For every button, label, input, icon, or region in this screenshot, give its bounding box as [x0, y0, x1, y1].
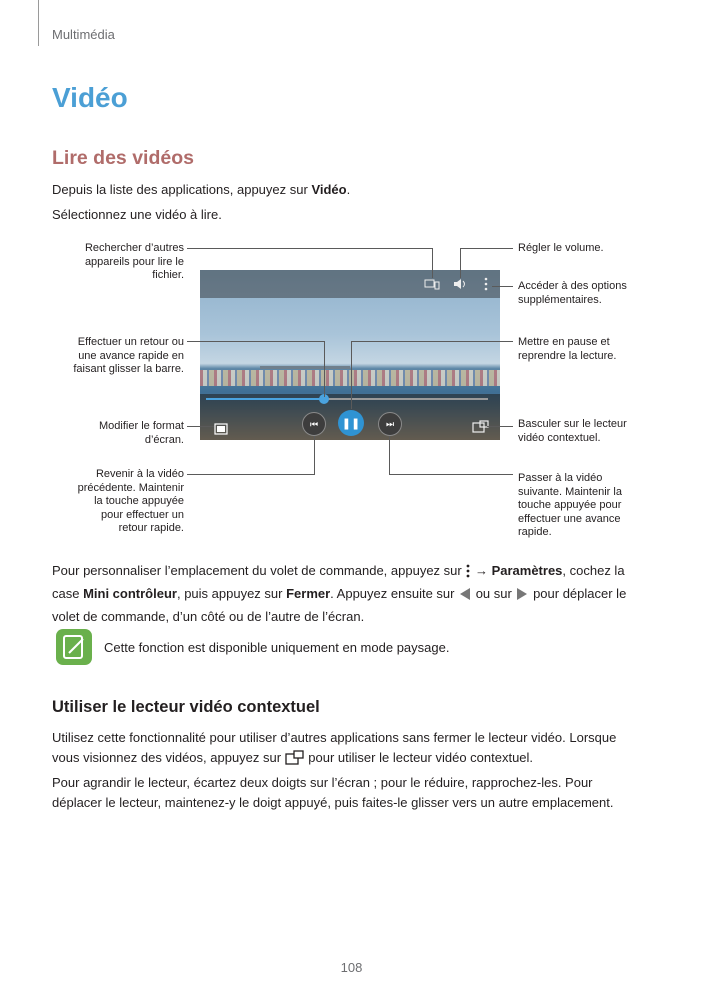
- leader-search-v: [432, 248, 433, 278]
- leader-pause-h: [351, 341, 513, 342]
- leader-pause-v: [351, 341, 352, 409]
- pause-icon: ❚❚: [341, 417, 361, 430]
- leader-volume-v: [460, 248, 461, 278]
- arrow-left-icon: [458, 587, 472, 607]
- leader-seek-v: [324, 341, 325, 397]
- beach-crowd: [200, 370, 500, 386]
- leader-seek-h: [187, 341, 324, 342]
- leader-prev-v: [314, 436, 315, 474]
- customize-paragraph: Pour personnaliser l’emplacement du volet de commande, appuyez sur → Paramètres, cochez la case Mini contrôleur, puis appuyez sur Fermer. Appuyez ensuite sur ou sur pour déplacer le volet de commande, d’un côté ou de l’autre de l’écran.: [52, 563, 627, 624]
- arrow-right-icon: [515, 587, 529, 607]
- page-number: 108: [340, 960, 363, 975]
- callout-format: Modifier le format d’écran.: [99, 420, 184, 446]
- callout-seek: Effectuer un retour ou une avance rapide en faisant glisser la barre.: [73, 336, 184, 375]
- callout-more: Accéder à des options supplémentaires.: [518, 280, 627, 306]
- search-devices-icon[interactable]: [424, 277, 440, 289]
- section-heading-lire: Lire des vidéos: [52, 147, 194, 169]
- section-header: Multimédia: [52, 27, 115, 42]
- callout-prev: Revenir à la vidéo précédente. Maintenir la touche appuyée pour effectuer un retour rapide.: [77, 468, 184, 534]
- leader-next-v: [389, 436, 390, 474]
- note-icon: [56, 629, 92, 665]
- instruction-1: Depuis la liste des applications, appuyez sur Vidéo.: [52, 182, 351, 197]
- popup-player-icon[interactable]: [472, 420, 490, 434]
- next-button[interactable]: [378, 412, 402, 436]
- leader-more: [492, 286, 513, 287]
- pause-button[interactable]: [338, 410, 364, 436]
- pier-shape: [260, 366, 350, 369]
- callout-popup: Basculer sur le lecteur vidéo contextuel.: [518, 418, 627, 444]
- volume-icon[interactable]: [452, 277, 468, 291]
- leader-next-h: [389, 474, 513, 475]
- note-text: Cette fonction est disponible uniquement en mode paysage.: [104, 640, 450, 655]
- video-player[interactable]: [200, 270, 500, 440]
- more-options-icon[interactable]: [483, 277, 489, 291]
- contextual-paragraph-1: Utilisez cette fonctionnalité pour utiliser d’autres applications sans fermer le lecteur vidéo. Lorsque vous visionnez des vidéos, appuyez sur pour utiliser le lecteur vidéo contextuel.: [52, 728, 640, 771]
- app-name-video: Vidéo: [311, 182, 347, 197]
- header-rule: [38, 0, 39, 46]
- leader-volume-h: [460, 248, 513, 249]
- leader-popup: [487, 426, 513, 427]
- prev-icon: ⏮: [309, 418, 319, 429]
- next-icon: ⏭: [385, 418, 395, 429]
- callout-pause: Mettre en pause et reprendre la lecture.: [518, 336, 617, 362]
- leader-format: [187, 426, 214, 427]
- popup-player-inline-icon: [285, 750, 305, 771]
- leader-search-h: [187, 248, 432, 249]
- callout-next: Passer à la vidéo suivante. Maintenir la touche appuyée pour effectuer une avance rapide.: [518, 472, 622, 538]
- prev-button[interactable]: [302, 412, 326, 436]
- instruction-2: Sélectionnez une vidéo à lire.: [52, 207, 222, 222]
- callout-volume: Régler le volume.: [518, 242, 604, 254]
- callout-search: Rechercher d’autres appareils pour lire le fichier.: [84, 242, 184, 281]
- seek-bar-progress: [206, 398, 324, 400]
- contextual-paragraph-2: Pour agrandir le lecteur, écartez deux doigts sur l’écran ; pour le réduire, rapprochez-les. Pour déplacer le lecteur, maintenez-y le doigt appuyé, puis faites-le glisser vers un autre emplacement.: [52, 775, 614, 810]
- section-heading-contextual: Utiliser le lecteur vidéo contextuel: [52, 698, 320, 716]
- leader-prev-h: [187, 474, 315, 475]
- screen-ratio-icon[interactable]: [214, 422, 228, 434]
- page-title: Vidéo: [52, 82, 128, 113]
